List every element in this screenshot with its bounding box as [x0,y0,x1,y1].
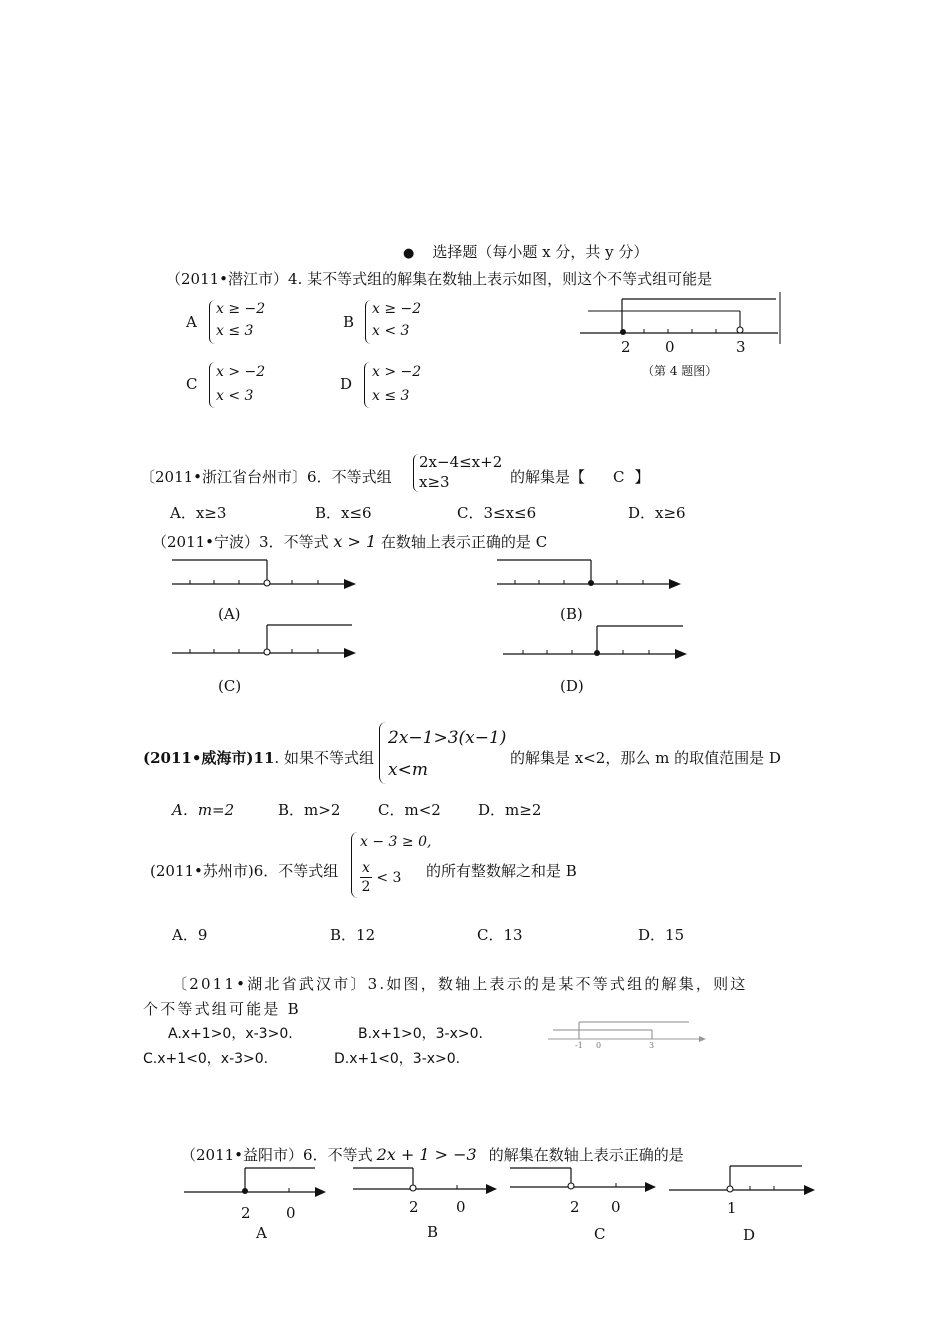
q5-fraction [360,860,401,896]
q3-label-a: (A) [218,605,241,623]
section-heading [403,241,648,262]
q7-b-tick-0: 0 [456,1198,466,1216]
q4-sys-line2: x<m [388,760,428,780]
q6-stem-line1: 〔2011•湖北省武汉市〕3.如图，数轴上表示的是某不等式组的解集，则这 [172,975,748,993]
q2-option-d: D．x≥6 [628,504,686,522]
q1-opt-c-system [216,360,265,408]
q7-expression: 2x + 1 > −3 [376,1145,477,1164]
q3-stem-text: （2011•宁波）3．不等式 [152,533,329,551]
q1-opt-a-brace [209,300,215,344]
q1-opt-d-system [372,360,421,408]
q6-stem-line2: 个不等式组可能是 B [143,1000,301,1018]
q7-c-tick-2: 2 [570,1198,580,1216]
q6-option-d: D.x+1<0，3-x>0. [334,1051,461,1067]
q7-label-a: A [256,1224,267,1242]
q4-system [388,722,506,786]
q7-figure-a [184,1168,334,1198]
q2-stem-end: 】 [634,468,650,486]
q1-axis-label-2: 2 [621,338,631,356]
q3-label-c: (C) [218,677,242,695]
heading-text: 选择题（每小题 x 分，共 y 分） [432,243,649,261]
q7-b-tick-2: 2 [409,1198,419,1216]
q7-figure-c [510,1166,660,1196]
q2-option-c: C．3≤x≤6 [457,504,537,522]
q5-option-c: C．13 [477,926,523,944]
q1-opt-a-label: A [186,313,197,331]
q7-d-tick-1: 1 [727,1199,737,1217]
q1-opt-b-label: B [343,313,355,331]
q5-sys-line1: x − 3 ≥ 0, [360,834,432,850]
q1-stem: （2011•潜江市）4. 某不等式组的解集在数轴上表示如图，则这个不等式组可能是 [166,270,713,288]
q7-a-tick-2: 2 [241,1204,251,1222]
q1-axis-label-0: 0 [665,338,675,356]
q3-label-b: (B) [560,605,583,623]
q4-option-a: A．m=2 [172,801,235,819]
q4-stem-mid: . 如果不等式组 [274,749,374,767]
q1-axis-label-3: 3 [736,338,746,356]
q2-system [419,452,502,492]
q6-axis-label-3: 3 [649,1041,655,1050]
q1-opt-c-label: C [186,375,198,393]
q1-opt-d-line2: x ≤ 3 [372,388,410,404]
q5-option-b: B．12 [330,926,376,944]
q2-stem-post-text: 的解集是【 [510,468,586,486]
q4-brace [379,722,386,784]
q5-stem-pre: (2011•苏州市)6．不等式组 [150,862,339,880]
q2-sys-line1: 2x−4≤x+2 [419,453,503,471]
q3-stem-post: 在数轴上表示正确的是 C [380,533,548,551]
q1-opt-a-system [216,298,265,342]
q7-figure-d [669,1164,819,1196]
q1-figure-caption: （第 4 题图） [642,364,718,378]
q6-option-a: A.x+1>0，x-3>0. [168,1026,293,1042]
q2-sys-line2: x≥3 [419,473,450,491]
q3-figure-b [497,555,687,595]
q5-frac-den: 2 [361,879,371,895]
q2-option-b: B．x≤6 [315,504,372,522]
q6-option-c: C.x+1<0，x-3>0. [143,1051,269,1067]
q2-stem-pre: 〔2011•浙江省台州市〕6．不等式组 [140,468,392,486]
q6-axis-label-0: 0 [596,1041,602,1050]
q3-figure-a [172,555,362,595]
q2-answer: C [613,468,625,486]
q3-stem [152,531,547,552]
q5-frac-rest: < 3 [376,870,402,886]
q7-stem-text: （2011•益阳市）6．不等式 [181,1146,373,1164]
q7-label-b: B [427,1223,439,1241]
q4-option-d: D．m≥2 [478,801,542,819]
q1-opt-d-label: D [340,375,353,393]
q3-expression: x > 1 [333,532,377,551]
q4-stem-pre [143,747,374,768]
q3-figure-d [503,623,693,663]
q2-option-a: A．x≥3 [170,504,227,522]
q5-brace [351,832,358,898]
q2-stem-post [510,466,650,487]
q6-option-b: B.x+1>0，3-x>0. [358,1026,483,1042]
q1-opt-b-brace [365,300,371,344]
q1-opt-c-line1: x > −2 [216,364,266,380]
q3-figure-c [172,623,362,663]
q4-stem-source: (2011•威海市)11 [143,749,275,767]
q1-opt-b-line2: x < 3 [372,323,410,339]
q1-opt-c-line2: x < 3 [216,388,254,404]
q7-c-tick-0: 0 [611,1198,621,1216]
q5-stem-post: 的所有整数解之和是 B [426,862,577,880]
q4-sys-line1: 2x−1>3(x−1) [388,728,507,748]
bullet: ● [403,246,415,261]
q7-label-c: C [594,1225,606,1243]
q1-opt-d-brace [364,362,370,408]
q7-stem [181,1144,684,1165]
q1-opt-b-system [372,298,421,342]
q5-option-a: A．9 [172,926,208,944]
q6-number-line-figure [548,1018,708,1052]
q1-opt-d-line1: x > −2 [372,364,422,380]
q7-label-d: D [743,1226,756,1244]
q4-option-b: B．m>2 [278,801,341,819]
q4-stem-post: 的解集是 x<2，那么 m 的取值范围是 D [510,749,781,767]
q3-label-d: (D) [560,677,584,695]
q1-opt-c-brace [209,362,215,408]
q5-option-d: D．15 [638,926,685,944]
q1-opt-a-line2: x ≤ 3 [216,323,254,339]
q7-stem-post: 的解集在数轴上表示正确的是 [488,1146,684,1164]
q5-frac-num: x [362,860,370,876]
q1-number-line-figure [578,292,798,352]
q7-a-tick-0: 0 [286,1204,296,1222]
q7-figure-b [353,1168,503,1198]
q1-opt-a-line1: x ≥ −2 [216,301,266,317]
q6-axis-label-neg1: -1 [575,1041,583,1050]
q1-opt-b-line1: x ≥ −2 [372,301,422,317]
q4-option-c: C．m<2 [378,801,441,819]
